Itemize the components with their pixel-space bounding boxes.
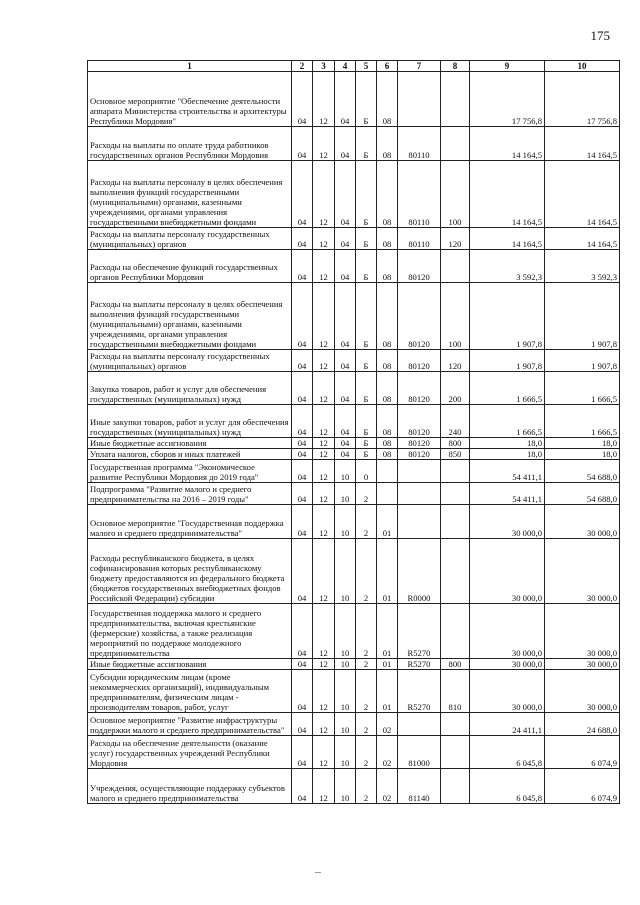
table-row (88, 769, 620, 804)
cell-c9: 1 907,8 (470, 283, 545, 350)
cell-c6: 02 (377, 769, 398, 804)
cell-c5: Б (356, 350, 377, 372)
cell-c3: 12 (313, 72, 335, 127)
cell-c5: 2 (356, 736, 377, 769)
cell-c8 (441, 505, 470, 539)
table-body (88, 72, 620, 804)
cell-c3: 12 (313, 127, 335, 161)
cell-c7: R5270 (398, 604, 441, 659)
cell-c2: 04 (292, 372, 313, 405)
cell-c9: 30 000,0 (470, 604, 545, 659)
cell-c2: 04 (292, 736, 313, 769)
cell-c7: R5270 (398, 670, 441, 713)
cell-c4: 10 (335, 659, 356, 670)
row-description: Расходы на выплаты персоналу в целях обеспечения выполнения функций государственными (муниципальными) органами, казенными учреждениями, органами управления государственными внебюджетными фондами (88, 161, 292, 228)
cell-c3: 12 (313, 539, 335, 604)
cell-c10: 30 000,0 (545, 659, 620, 670)
cell-c6: 08 (377, 405, 398, 438)
cell-c2: 04 (292, 250, 313, 283)
cell-c6: 08 (377, 72, 398, 127)
cell-c3: 12 (313, 350, 335, 372)
row-description: Расходы на обеспечение деятельности (оказание услуг) государственных учреждений Республики Мордовия (88, 736, 292, 769)
table-row (88, 460, 620, 483)
cell-c3: 12 (313, 604, 335, 659)
cell-c4: 04 (335, 350, 356, 372)
cell-c6: 01 (377, 539, 398, 604)
cell-c8: 100 (441, 283, 470, 350)
cell-c7: 80120 (398, 405, 441, 438)
cell-c4: 04 (335, 405, 356, 438)
cell-c5: Б (356, 127, 377, 161)
cell-c2: 04 (292, 449, 313, 460)
cell-c8 (441, 769, 470, 804)
cell-c8: 200 (441, 372, 470, 405)
cell-c9: 14 164,5 (470, 161, 545, 228)
cell-c8 (441, 460, 470, 483)
cell-c8: 800 (441, 438, 470, 449)
cell-c9: 1 666,5 (470, 372, 545, 405)
cell-c8 (441, 713, 470, 736)
cell-c10: 6 074,9 (545, 769, 620, 804)
cell-c9: 6 045,8 (470, 769, 545, 804)
row-description: Подпрограмма "Развитие малого и среднего предпринимательства на 2016 – 2019 годы" (88, 483, 292, 505)
cell-c2: 04 (292, 438, 313, 449)
cell-c6: 01 (377, 604, 398, 659)
cell-c5: Б (356, 438, 377, 449)
cell-c3: 12 (313, 769, 335, 804)
row-description: Закупка товаров, работ и услуг для обеспечения государственных (муниципальных) нужд (88, 372, 292, 405)
cell-c5: 2 (356, 713, 377, 736)
cell-c4: 04 (335, 127, 356, 161)
cell-c8: 100 (441, 161, 470, 228)
table-row (88, 505, 620, 539)
cell-c4: 04 (335, 72, 356, 127)
table-row (88, 449, 620, 460)
page-number: 175 (590, 28, 610, 43)
cell-c6 (377, 483, 398, 505)
cell-c2: 04 (292, 483, 313, 505)
cell-c6: 01 (377, 659, 398, 670)
table-row (88, 736, 620, 769)
cell-c6: 02 (377, 736, 398, 769)
cell-c3: 12 (313, 161, 335, 228)
cell-c6: 08 (377, 438, 398, 449)
cell-c6: 08 (377, 449, 398, 460)
cell-c2: 04 (292, 539, 313, 604)
cell-c4: 04 (335, 283, 356, 350)
cell-c4: 10 (335, 460, 356, 483)
cell-c4: 10 (335, 713, 356, 736)
cell-c8: 810 (441, 670, 470, 713)
row-description: Иные бюджетные ассигнования (88, 438, 292, 449)
cell-c4: 10 (335, 505, 356, 539)
cell-c8 (441, 483, 470, 505)
cell-c7: 80120 (398, 372, 441, 405)
cell-c2: 04 (292, 505, 313, 539)
cell-c9: 30 000,0 (470, 539, 545, 604)
cell-c3: 12 (313, 483, 335, 505)
table-row (88, 250, 620, 283)
column-header-2: 2 (292, 61, 313, 72)
cell-c7 (398, 460, 441, 483)
cell-c9: 1 907,8 (470, 350, 545, 372)
cell-c9: 14 164,5 (470, 228, 545, 250)
cell-c7: R0000 (398, 539, 441, 604)
row-description: Расходы республиканского бюджета, в целях софинансирования которых республиканскому бюджету предоставляются из федерального бюджета (бюджетов государственных внебюджетных фондов Российской Федерации) субсидии (88, 539, 292, 604)
cell-c9: 1 666,5 (470, 405, 545, 438)
cell-c6: 01 (377, 505, 398, 539)
table-row (88, 72, 620, 127)
cell-c4: 10 (335, 670, 356, 713)
row-description: Расходы на выплаты по оплате труда работников государственных органов Республики Мордовия (88, 127, 292, 161)
cell-c10: 24 688,0 (545, 713, 620, 736)
cell-c6 (377, 460, 398, 483)
cell-c8 (441, 736, 470, 769)
cell-c9: 30 000,0 (470, 670, 545, 713)
cell-c5: 2 (356, 659, 377, 670)
cell-c3: 12 (313, 736, 335, 769)
cell-c3: 12 (313, 449, 335, 460)
cell-c5: 2 (356, 604, 377, 659)
cell-c2: 04 (292, 72, 313, 127)
cell-c10: 1 666,5 (545, 372, 620, 405)
cell-c2: 04 (292, 604, 313, 659)
cell-c6: 08 (377, 250, 398, 283)
cell-c8 (441, 604, 470, 659)
row-description: Расходы на выплаты персоналу государственных (муниципальных) органов (88, 228, 292, 250)
cell-c4: 04 (335, 438, 356, 449)
cell-c7: 80120 (398, 438, 441, 449)
cell-c2: 04 (292, 713, 313, 736)
cell-c5: Б (356, 372, 377, 405)
cell-c2: 04 (292, 405, 313, 438)
row-description: Иные закупки товаров, работ и услуг для обеспечения государственных (муниципальных) нужд (88, 405, 292, 438)
cell-c3: 12 (313, 250, 335, 283)
table-row (88, 659, 620, 670)
cell-c9: 3 592,3 (470, 250, 545, 283)
cell-c10: 14 164,5 (545, 228, 620, 250)
table-row (88, 670, 620, 713)
cell-c7 (398, 713, 441, 736)
cell-c4: 10 (335, 483, 356, 505)
cell-c9: 6 045,8 (470, 736, 545, 769)
column-header-3: 3 (313, 61, 335, 72)
cell-c5: 2 (356, 539, 377, 604)
cell-c2: 04 (292, 228, 313, 250)
cell-c9: 18,0 (470, 449, 545, 460)
column-header-10: 10 (545, 61, 620, 72)
cell-c10: 14 164,5 (545, 161, 620, 228)
cell-c10: 30 000,0 (545, 670, 620, 713)
cell-c5: Б (356, 228, 377, 250)
column-header-6: 6 (377, 61, 398, 72)
cell-c6: 08 (377, 127, 398, 161)
cell-c7 (398, 505, 441, 539)
row-description: Расходы на выплаты персоналу в целях обеспечения выполнения функций государственными (муниципальными) органами, казенными учреждениями, органами управления государственными внебюджетными фондами (88, 283, 292, 350)
table-row (88, 350, 620, 372)
cell-c8 (441, 72, 470, 127)
row-description: Государственная поддержка малого и среднего предпринимательства, включая крестьянские (фермерские) хозяйства, а также реализация мероприятий по поддержке молодежного предпринимательства (88, 604, 292, 659)
cell-c8 (441, 127, 470, 161)
page-mark (315, 872, 321, 873)
cell-c2: 04 (292, 161, 313, 228)
cell-c4: 04 (335, 161, 356, 228)
cell-c8 (441, 539, 470, 604)
table-row (88, 161, 620, 228)
cell-c4: 04 (335, 372, 356, 405)
cell-c3: 12 (313, 505, 335, 539)
column-header-1: 1 (88, 61, 292, 72)
cell-c5: Б (356, 250, 377, 283)
cell-c3: 12 (313, 460, 335, 483)
cell-c2: 04 (292, 127, 313, 161)
cell-c5: Б (356, 161, 377, 228)
column-header-4: 4 (335, 61, 356, 72)
row-description: Расходы на выплаты персоналу государственных (муниципальных) органов (88, 350, 292, 372)
cell-c3: 12 (313, 659, 335, 670)
cell-c5: 2 (356, 670, 377, 713)
cell-c7: 80120 (398, 283, 441, 350)
cell-c3: 12 (313, 670, 335, 713)
cell-c10: 6 074,9 (545, 736, 620, 769)
column-header-9: 9 (470, 61, 545, 72)
column-header-5: 5 (356, 61, 377, 72)
table-row (88, 539, 620, 604)
cell-c10: 54 688,0 (545, 483, 620, 505)
cell-c2: 04 (292, 460, 313, 483)
cell-c5: 0 (356, 460, 377, 483)
table-row (88, 483, 620, 505)
cell-c7: 80110 (398, 161, 441, 228)
cell-c7: 81000 (398, 736, 441, 769)
table-row (88, 405, 620, 438)
cell-c6: 08 (377, 350, 398, 372)
row-description: Иные бюджетные ассигнования (88, 659, 292, 670)
cell-c5: Б (356, 72, 377, 127)
cell-c7: 81140 (398, 769, 441, 804)
cell-c8: 120 (441, 228, 470, 250)
cell-c9: 54 411,1 (470, 483, 545, 505)
cell-c10: 30 000,0 (545, 505, 620, 539)
cell-c4: 04 (335, 228, 356, 250)
cell-c5: Б (356, 449, 377, 460)
cell-c3: 12 (313, 713, 335, 736)
table-header-row (88, 61, 620, 72)
cell-c10: 1 907,8 (545, 283, 620, 350)
cell-c2: 04 (292, 283, 313, 350)
cell-c10: 14 164,5 (545, 127, 620, 161)
table-row (88, 127, 620, 161)
cell-c4: 04 (335, 250, 356, 283)
cell-c10: 1 666,5 (545, 405, 620, 438)
cell-c10: 30 000,0 (545, 604, 620, 659)
cell-c7: 80120 (398, 350, 441, 372)
cell-c10: 3 592,3 (545, 250, 620, 283)
table-row (88, 372, 620, 405)
cell-c9: 54 411,1 (470, 460, 545, 483)
cell-c5: Б (356, 283, 377, 350)
cell-c8: 240 (441, 405, 470, 438)
row-description: Основное мероприятие "Развитие инфраструктуры поддержки малого и среднего предпринимательства" (88, 713, 292, 736)
cell-c10: 18,0 (545, 449, 620, 460)
cell-c7 (398, 72, 441, 127)
table-row (88, 228, 620, 250)
cell-c5: 2 (356, 505, 377, 539)
cell-c6: 08 (377, 228, 398, 250)
cell-c8 (441, 250, 470, 283)
cell-c10: 17 756,8 (545, 72, 620, 127)
cell-c2: 04 (292, 670, 313, 713)
column-header-7: 7 (398, 61, 441, 72)
budget-table (87, 60, 620, 804)
cell-c5: 2 (356, 483, 377, 505)
cell-c7: 80110 (398, 228, 441, 250)
cell-c10: 54 688,0 (545, 460, 620, 483)
cell-c2: 04 (292, 769, 313, 804)
row-description: Расходы на обеспечение функций государственных органов Республики Мордовия (88, 250, 292, 283)
row-description: Государственная программа "Экономическое развитие Республики Мордовия до 2019 года" (88, 460, 292, 483)
table-row (88, 438, 620, 449)
cell-c6: 02 (377, 713, 398, 736)
cell-c4: 10 (335, 736, 356, 769)
cell-c4: 10 (335, 604, 356, 659)
cell-c10: 1 907,8 (545, 350, 620, 372)
cell-c7 (398, 483, 441, 505)
cell-c9: 30 000,0 (470, 505, 545, 539)
cell-c8: 120 (441, 350, 470, 372)
cell-c4: 10 (335, 539, 356, 604)
cell-c3: 12 (313, 372, 335, 405)
cell-c6: 08 (377, 372, 398, 405)
row-description: Основное мероприятие "Государственная поддержка малого и среднего предпринимательства" (88, 505, 292, 539)
cell-c9: 18,0 (470, 438, 545, 449)
row-description: Уплата налогов, сборов и иных платежей (88, 449, 292, 460)
cell-c9: 14 164,5 (470, 127, 545, 161)
cell-c2: 04 (292, 350, 313, 372)
cell-c9: 30 000,0 (470, 659, 545, 670)
cell-c3: 12 (313, 283, 335, 350)
cell-c8: 850 (441, 449, 470, 460)
cell-c10: 18,0 (545, 438, 620, 449)
cell-c6: 08 (377, 161, 398, 228)
cell-c4: 04 (335, 449, 356, 460)
cell-c7: 80120 (398, 250, 441, 283)
row-description: Основное мероприятие "Обеспечение деятельности аппарата Министерства строительства и архитектуры Республики Мордовия" (88, 72, 292, 127)
table-row (88, 604, 620, 659)
cell-c7: 80110 (398, 127, 441, 161)
table-row (88, 713, 620, 736)
cell-c6: 08 (377, 283, 398, 350)
row-description: Субсидии юридическим лицам (кроме некоммерческих организаций), индивидуальным предпринимателям, физическим лицам - производителям товаров, работ, услуг (88, 670, 292, 713)
cell-c7: R5270 (398, 659, 441, 670)
row-description: Учреждения, осуществляющие поддержку субъектов малого и среднего предпринимательства (88, 769, 292, 804)
cell-c8: 800 (441, 659, 470, 670)
cell-c7: 80120 (398, 449, 441, 460)
cell-c3: 12 (313, 228, 335, 250)
cell-c9: 24 411,1 (470, 713, 545, 736)
cell-c6: 01 (377, 670, 398, 713)
cell-c9: 17 756,8 (470, 72, 545, 127)
cell-c3: 12 (313, 438, 335, 449)
cell-c10: 30 000,0 (545, 539, 620, 604)
cell-c5: Б (356, 405, 377, 438)
cell-c5: 2 (356, 769, 377, 804)
column-header-8: 8 (441, 61, 470, 72)
cell-c2: 04 (292, 659, 313, 670)
cell-c4: 10 (335, 769, 356, 804)
table-row (88, 283, 620, 350)
cell-c3: 12 (313, 405, 335, 438)
